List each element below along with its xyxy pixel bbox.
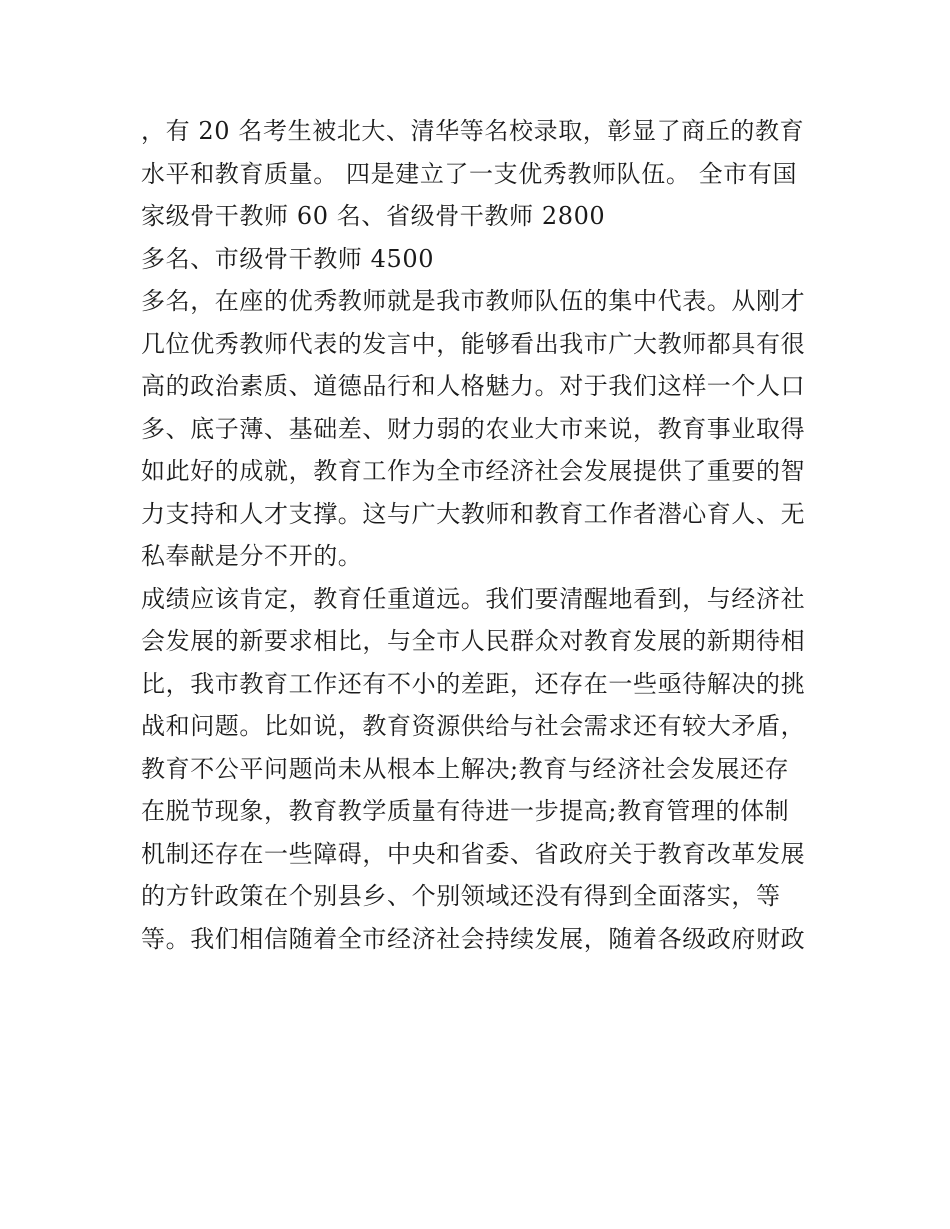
text-line-15: 战和问题。比如说，教育资源供给与社会需求还有较大矛盾，: [141, 712, 806, 740]
text-line-10: 力支持和人才支撑。这与广大教师和教育工作者潜心育人、无: [141, 499, 806, 528]
text-line-19: 的方针政策在个别县乡、个别领域还没有得到全面落实，等: [141, 882, 781, 910]
text-line-5: 多名，在座的优秀教师就是我市教师队伍的集中代表。从刚才: [141, 287, 806, 315]
body-text: [141, 110, 821, 960]
text-line-3: 家级骨干教师 60 名、省级骨干教师 2800: [141, 202, 606, 230]
text-line-20: 等。我们相信随着全市经济社会持续发展，随着各级政府财政: [141, 924, 806, 953]
text-line-8: 多、底子薄、基础差、财力弱的农业大市来说，教育事业取得: [141, 414, 806, 443]
text-line-16: 教育不公平问题尚未从根本上解决;教育与经济社会发展还存: [141, 754, 790, 783]
text-line-1: ，有 20 名考生被北大、清华等名校录取，彰显了商丘的教育: [141, 117, 805, 145]
text-line-12: 成绩应该肯定，教育任重道远。我们要清醒地看到，与经济社: [141, 584, 806, 613]
text-line-17: 在脱节现象，教育教学质量有待进一步提高;教育管理的体制: [141, 797, 790, 825]
text-line-11: 私奉献是分不开的。: [141, 542, 363, 570]
text-line-14: 比，我市教育工作还有不小的差距，还存在一些亟待解决的挑: [141, 669, 806, 698]
text-line-4: 多名、市级骨干教师 4500: [141, 244, 435, 273]
text-line-7: 高的政治素质、道德品行和人格魅力。对于我们这样一个人口: [141, 372, 806, 400]
text-line-18: 机制还存在一些障碍，中央和省委、省政府关于教育改革发展: [141, 839, 806, 868]
text-line-13: 会发展的新要求相比，与全市人民群众对教育发展的新期待相: [141, 627, 806, 655]
text-line-6: 几位优秀教师代表的发言中，能够看出我市广大教师都具有很: [141, 329, 806, 358]
text-line-2: 水平和教育质量。 四是建立了一支优秀教师队伍。 全市有国: [141, 159, 798, 188]
text-line-9: 如此好的成就，教育工作为全市经济社会发展提供了重要的智: [141, 457, 806, 485]
